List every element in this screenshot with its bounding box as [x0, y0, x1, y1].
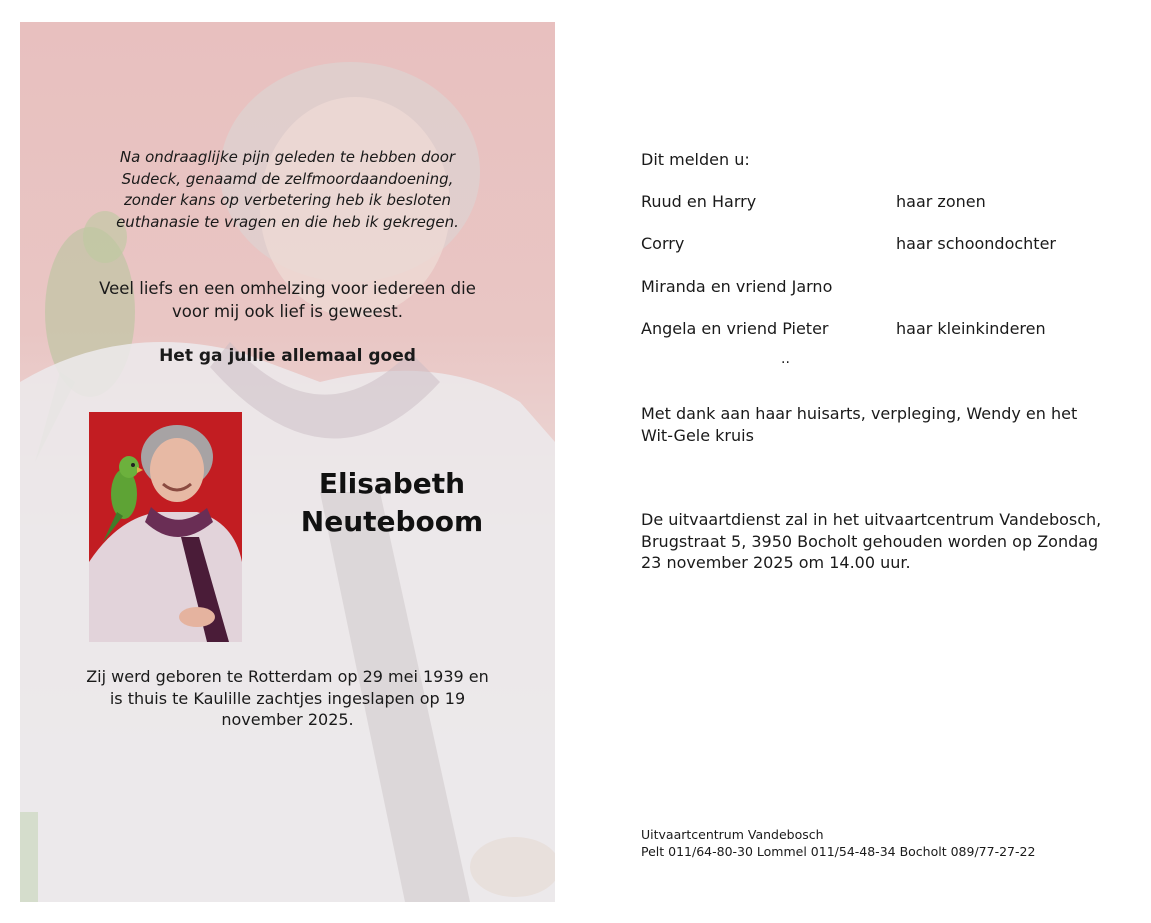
portrait-illustration — [89, 412, 242, 642]
announcement-intro: Dit melden u: — [641, 150, 750, 169]
family-relation: haar zonen — [896, 192, 986, 211]
funeral-details — [641, 509, 1111, 574]
family-relation: haar schoondochter — [896, 234, 1056, 253]
thanks-line: Wit-Gele kruis — [641, 425, 754, 445]
birth-line: is thuis te Kaulille zachtjes ingeslapen op 19 — [109, 688, 466, 708]
quote-line: Na ondraaglijke pijn geleden te hebben door — [119, 148, 456, 166]
funeral-line: Brugstraat 5, 3950 Bocholt gehouden worden op Zondag — [641, 531, 1099, 551]
portrait-photo — [89, 412, 242, 642]
family-member: Miranda en vriend Jarno — [641, 277, 833, 296]
front-panel — [20, 22, 555, 902]
quote-line: Sudeck, genaamd de zelfmoordaandoening, — [121, 169, 454, 188]
family-row — [641, 277, 1121, 299]
last-name: Neuteboom — [300, 505, 484, 538]
birth-line: Zij werd geboren te Rotterdam op 29 mei 1939 en — [86, 667, 489, 686]
love-line: voor mij ook lief is geweest. — [172, 302, 403, 321]
quote-line: euthanasie te vragen en die heb ik gekregen. — [116, 212, 459, 231]
deceased-name — [282, 465, 502, 541]
family-row — [641, 192, 1121, 214]
first-name: Elisabeth — [318, 467, 466, 500]
love-message — [20, 277, 555, 323]
funeral-line: De uitvaartdienst zal in het uitvaartcentrum Vandebosch, — [641, 510, 1102, 529]
birth-text — [20, 666, 555, 731]
family-row — [641, 234, 1121, 256]
family-row — [641, 319, 1121, 341]
separator-dots: .. — [781, 351, 790, 367]
family-member: Angela en vriend Pieter — [641, 319, 829, 338]
family-member: Ruud en Harry — [641, 192, 757, 211]
goodbye-text: Het ga jullie allemaal goed — [159, 346, 416, 366]
funeral-line: 23 november 2025 om 14.00 uur. — [641, 553, 911, 572]
birth-line: november 2025. — [221, 710, 354, 729]
funeral-home-name: Uitvaartcentrum Vandebosch — [641, 827, 824, 842]
quote-line: zonder kans op verbetering heb ik besloten — [123, 191, 452, 209]
thanks-text — [641, 403, 1101, 446]
inner-panel — [641, 0, 1141, 923]
thanks-line: Met dank aan haar huisarts, verpleging, Wendy en het — [641, 404, 1078, 423]
family-relation: haar kleinkinderen — [896, 319, 1046, 338]
family-member: Corry — [641, 234, 685, 253]
funeral-home-footer — [641, 826, 1035, 860]
love-line: Veel liefs en een omhelzing voor iedereen die — [99, 279, 476, 298]
quote-text — [20, 147, 555, 233]
funeral-home-phones: Pelt 011/64-80-30 Lommel 011/54-48-34 Bocholt 089/77-27-22 — [641, 844, 1036, 859]
